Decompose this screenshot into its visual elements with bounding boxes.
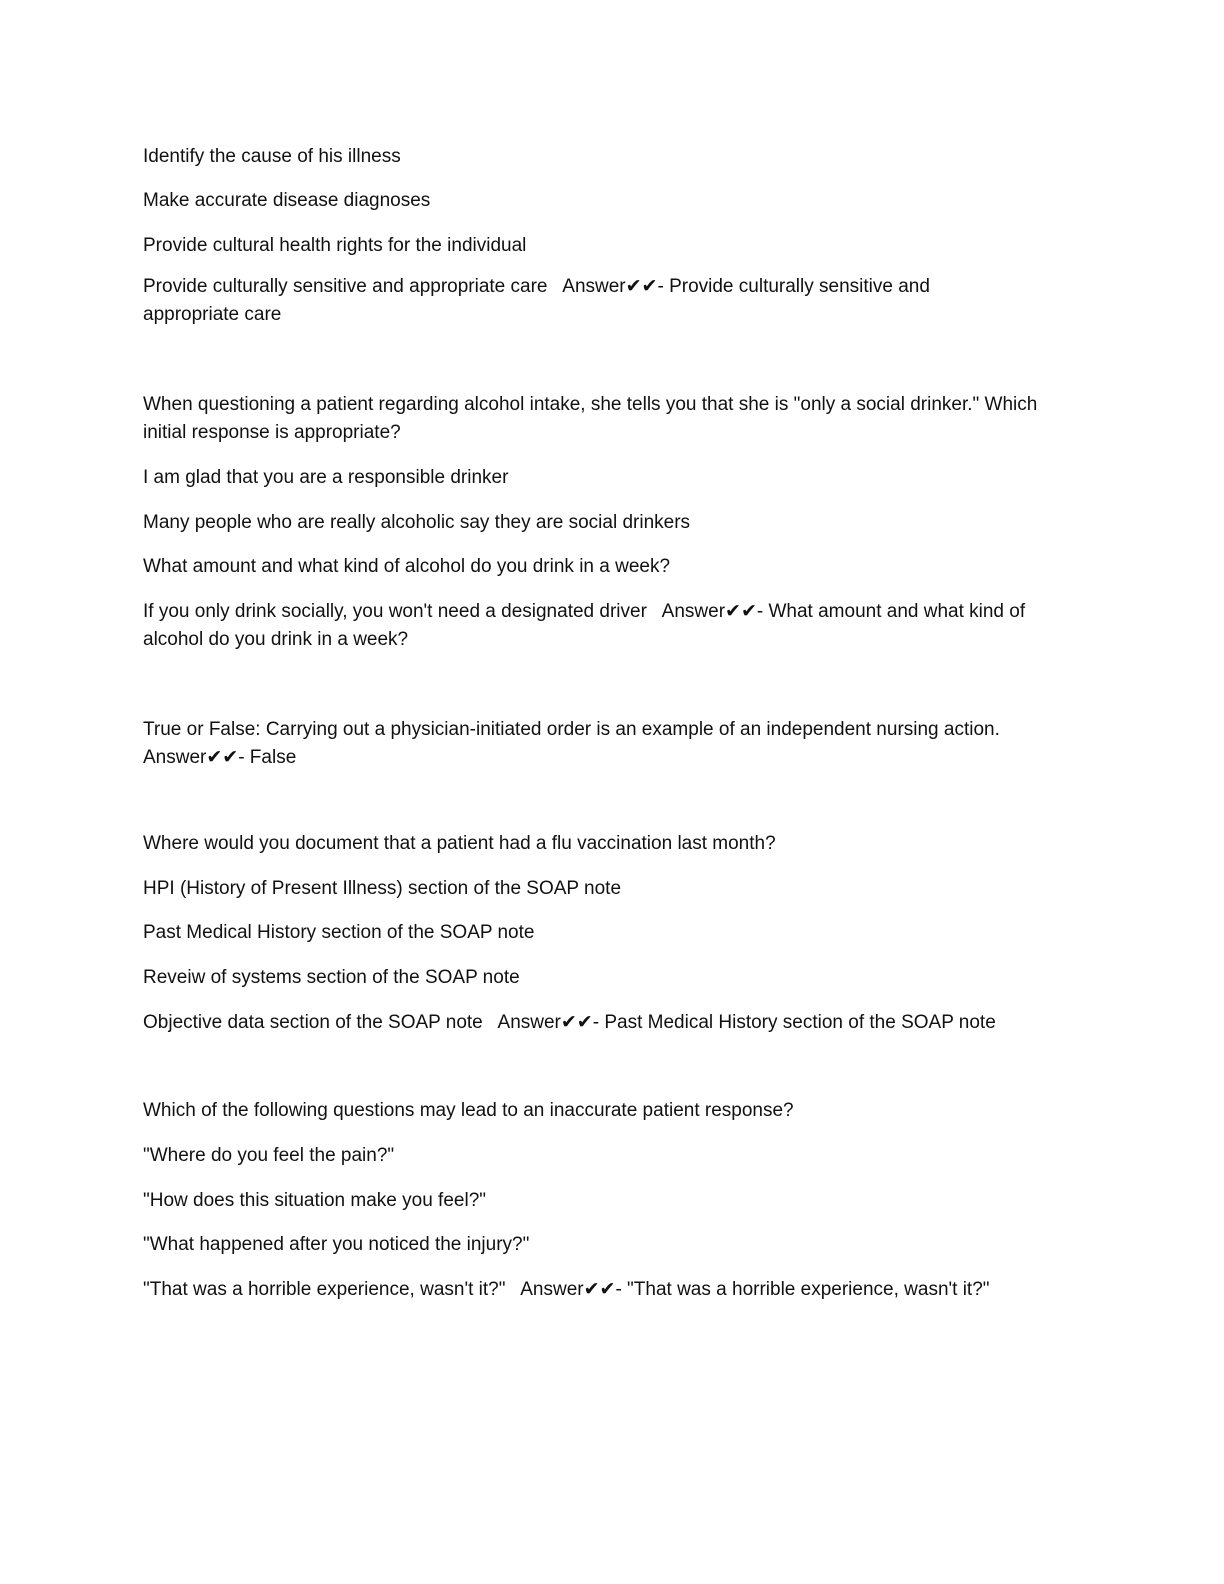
- answer-option: "Where do you feel the pain?": [143, 1145, 395, 1166]
- question-text: Which of the following questions may lead to an inaccurate patient response?: [143, 1100, 794, 1121]
- answer-option: I am glad that you are a responsible drinker: [143, 467, 509, 488]
- answer-option-with-answer: Objective data section of the SOAP note Answer✔✔- Past Medical History section of the SOAP note: [143, 1012, 996, 1033]
- question-with-answer: True or False: Carrying out a physician-initiated order is an example of an independent nursing action. Answer✔✔- False: [143, 719, 1005, 768]
- answer-option: "How does this situation make you feel?": [143, 1190, 487, 1211]
- answer-option: HPI (History of Present Illness) section of the SOAP note: [143, 878, 622, 899]
- answer-option: "What happened after you noticed the injury?": [143, 1234, 530, 1255]
- answer-option: What amount and what kind of alcohol do you drink in a week?: [143, 556, 671, 577]
- answer-option-with-answer: If you only drink socially, you won't need a designated driver Answer✔✔- What amount and what kind of alcohol do you drink in a week?: [143, 601, 1031, 650]
- question-text: When questioning a patient regarding alcohol intake, she tells you that she is "only a social drinker." Which initial response is appropriate?: [143, 394, 1043, 443]
- document-page: [143, 0, 1083, 1584]
- answer-option: Many people who are really alcoholic say they are social drinkers: [143, 512, 691, 533]
- answer-option-with-answer: Provide culturally sensitive and appropriate care Answer✔✔- Provide culturally sensitive and appropriate care: [143, 276, 936, 325]
- answer-option: Reveiw of systems section of the SOAP note: [143, 967, 520, 988]
- answer-option: Provide cultural health rights for the individual: [143, 235, 527, 256]
- answer-option: Make accurate disease diagnoses: [143, 190, 431, 211]
- question-text: Where would you document that a patient had a flu vaccination last month?: [143, 833, 776, 854]
- answer-option: Identify the cause of his illness: [143, 146, 401, 167]
- answer-option: Past Medical History section of the SOAP note: [143, 922, 535, 943]
- answer-option-with-answer: "That was a horrible experience, wasn't it?" Answer✔✔- "That was a horrible experience, wasn't it?": [143, 1279, 990, 1300]
